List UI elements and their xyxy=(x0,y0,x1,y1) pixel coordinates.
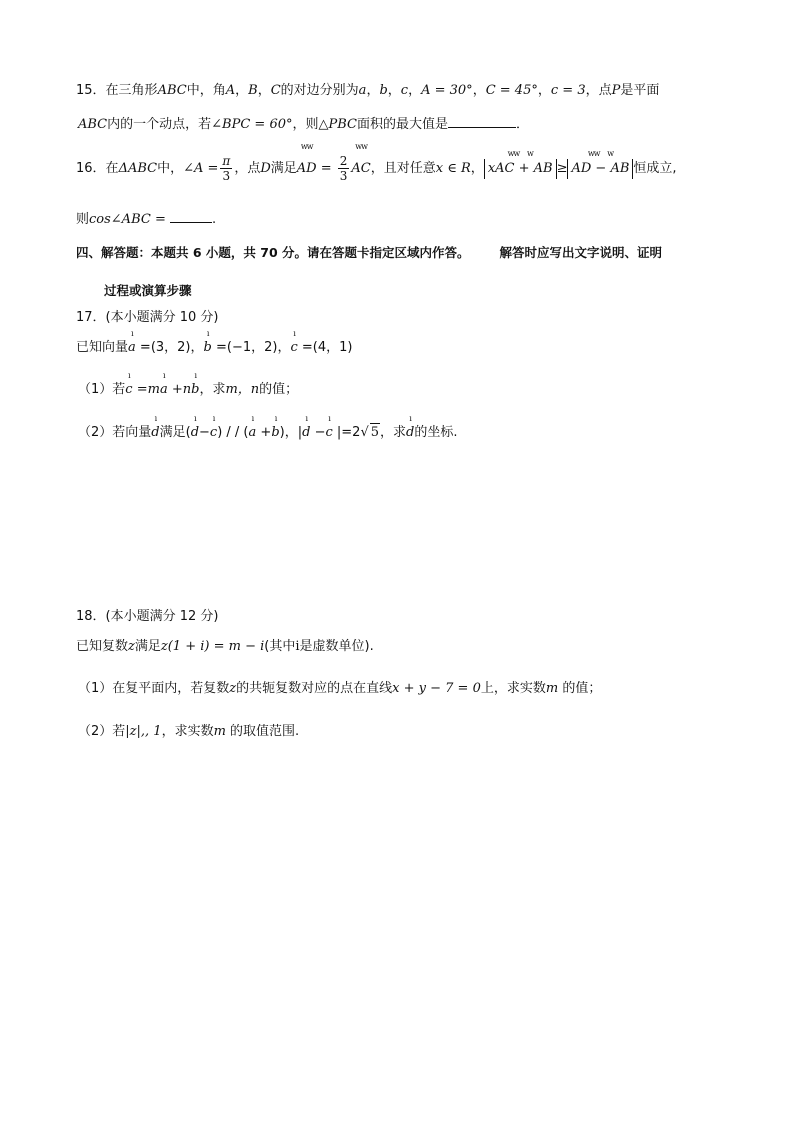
q15-number: 15． xyxy=(76,83,106,98)
q15-line2: ABC内的一个动点，若∠BPC = 60°，则△PBC面积的最大值是 ． xyxy=(78,117,530,132)
vector-b: ı b xyxy=(203,329,212,355)
vector-c: ı c xyxy=(290,329,298,355)
vector-a: ı a xyxy=(128,329,136,355)
abs-AD-minus-AB: ww w AD − AB xyxy=(567,159,633,179)
q17-given: 已知向量 ı a =(3，2)， ı b =(−1，2)， ı c =(4，1) xyxy=(76,329,353,355)
q16-line1: 16．在ΔABC中，∠A = $\frac{\pi}{3}$ ，点D满足 ww AD = $\frac{2}{3}$ ww AC，且对任意x ∈ R， ww w xAC + AB ≥ ww w AD − AB 恒成立, xyxy=(76,152,677,186)
q17-part2: （2）若向量 ı d满足( ı d− ı c) / / ( ı a + ı b)，| ı d − ı c |=2√ 5，求 ı d的坐标. xyxy=(78,414,458,440)
q18-title: 18．(本小题满分 12 分) xyxy=(76,609,219,624)
q17-part1: （1）若 ı c =m ı a +n ı b，求m，n的值； xyxy=(78,371,299,397)
q16-line2: 则cos∠ABC = . xyxy=(76,212,217,227)
vector-AC: ww AC xyxy=(351,142,371,176)
answer-blank xyxy=(448,115,516,128)
q17-title: 17．(本小题满分 10 分) xyxy=(76,310,219,325)
q18-part1: （1）在复平面内，若复数z的共轭复数对应的点在直线x + y − 7 = 0上，求实数m 的值； xyxy=(78,681,602,696)
sqrt-5: 5 xyxy=(370,425,380,440)
fraction-2-over-3: $\frac{2}{3}$ xyxy=(339,154,348,183)
answer-blank xyxy=(170,210,212,223)
q18-part2: （2）若|z|,, 1，求实数m 的取值范围. xyxy=(78,724,300,739)
abs-xAC-plus-AB: ww w xAC + AB xyxy=(484,159,557,179)
q15-line1: 15．在三角形ABC中，角A，B，C的对边分别为a，b，c，A = 30°，C = 45°，c = 3，点P是平面 xyxy=(76,83,660,98)
vector-AD: ww AD xyxy=(296,142,317,176)
fraction-pi-over-3: $\frac{\pi}{3}$ xyxy=(222,154,231,183)
q16-number: 16． xyxy=(76,161,106,176)
section4-heading: 四、解答题：本题共 6 小题，共 70 分。请在答题卡指定区域内作答。 解答时应写出文字说明、证明 xyxy=(76,245,663,260)
section4-heading-line2: 过程或演算步骤 xyxy=(104,283,192,298)
q18-given: 已知复数z满足z(1 + i) = m − i(其中i是虚数单位). xyxy=(76,639,374,654)
